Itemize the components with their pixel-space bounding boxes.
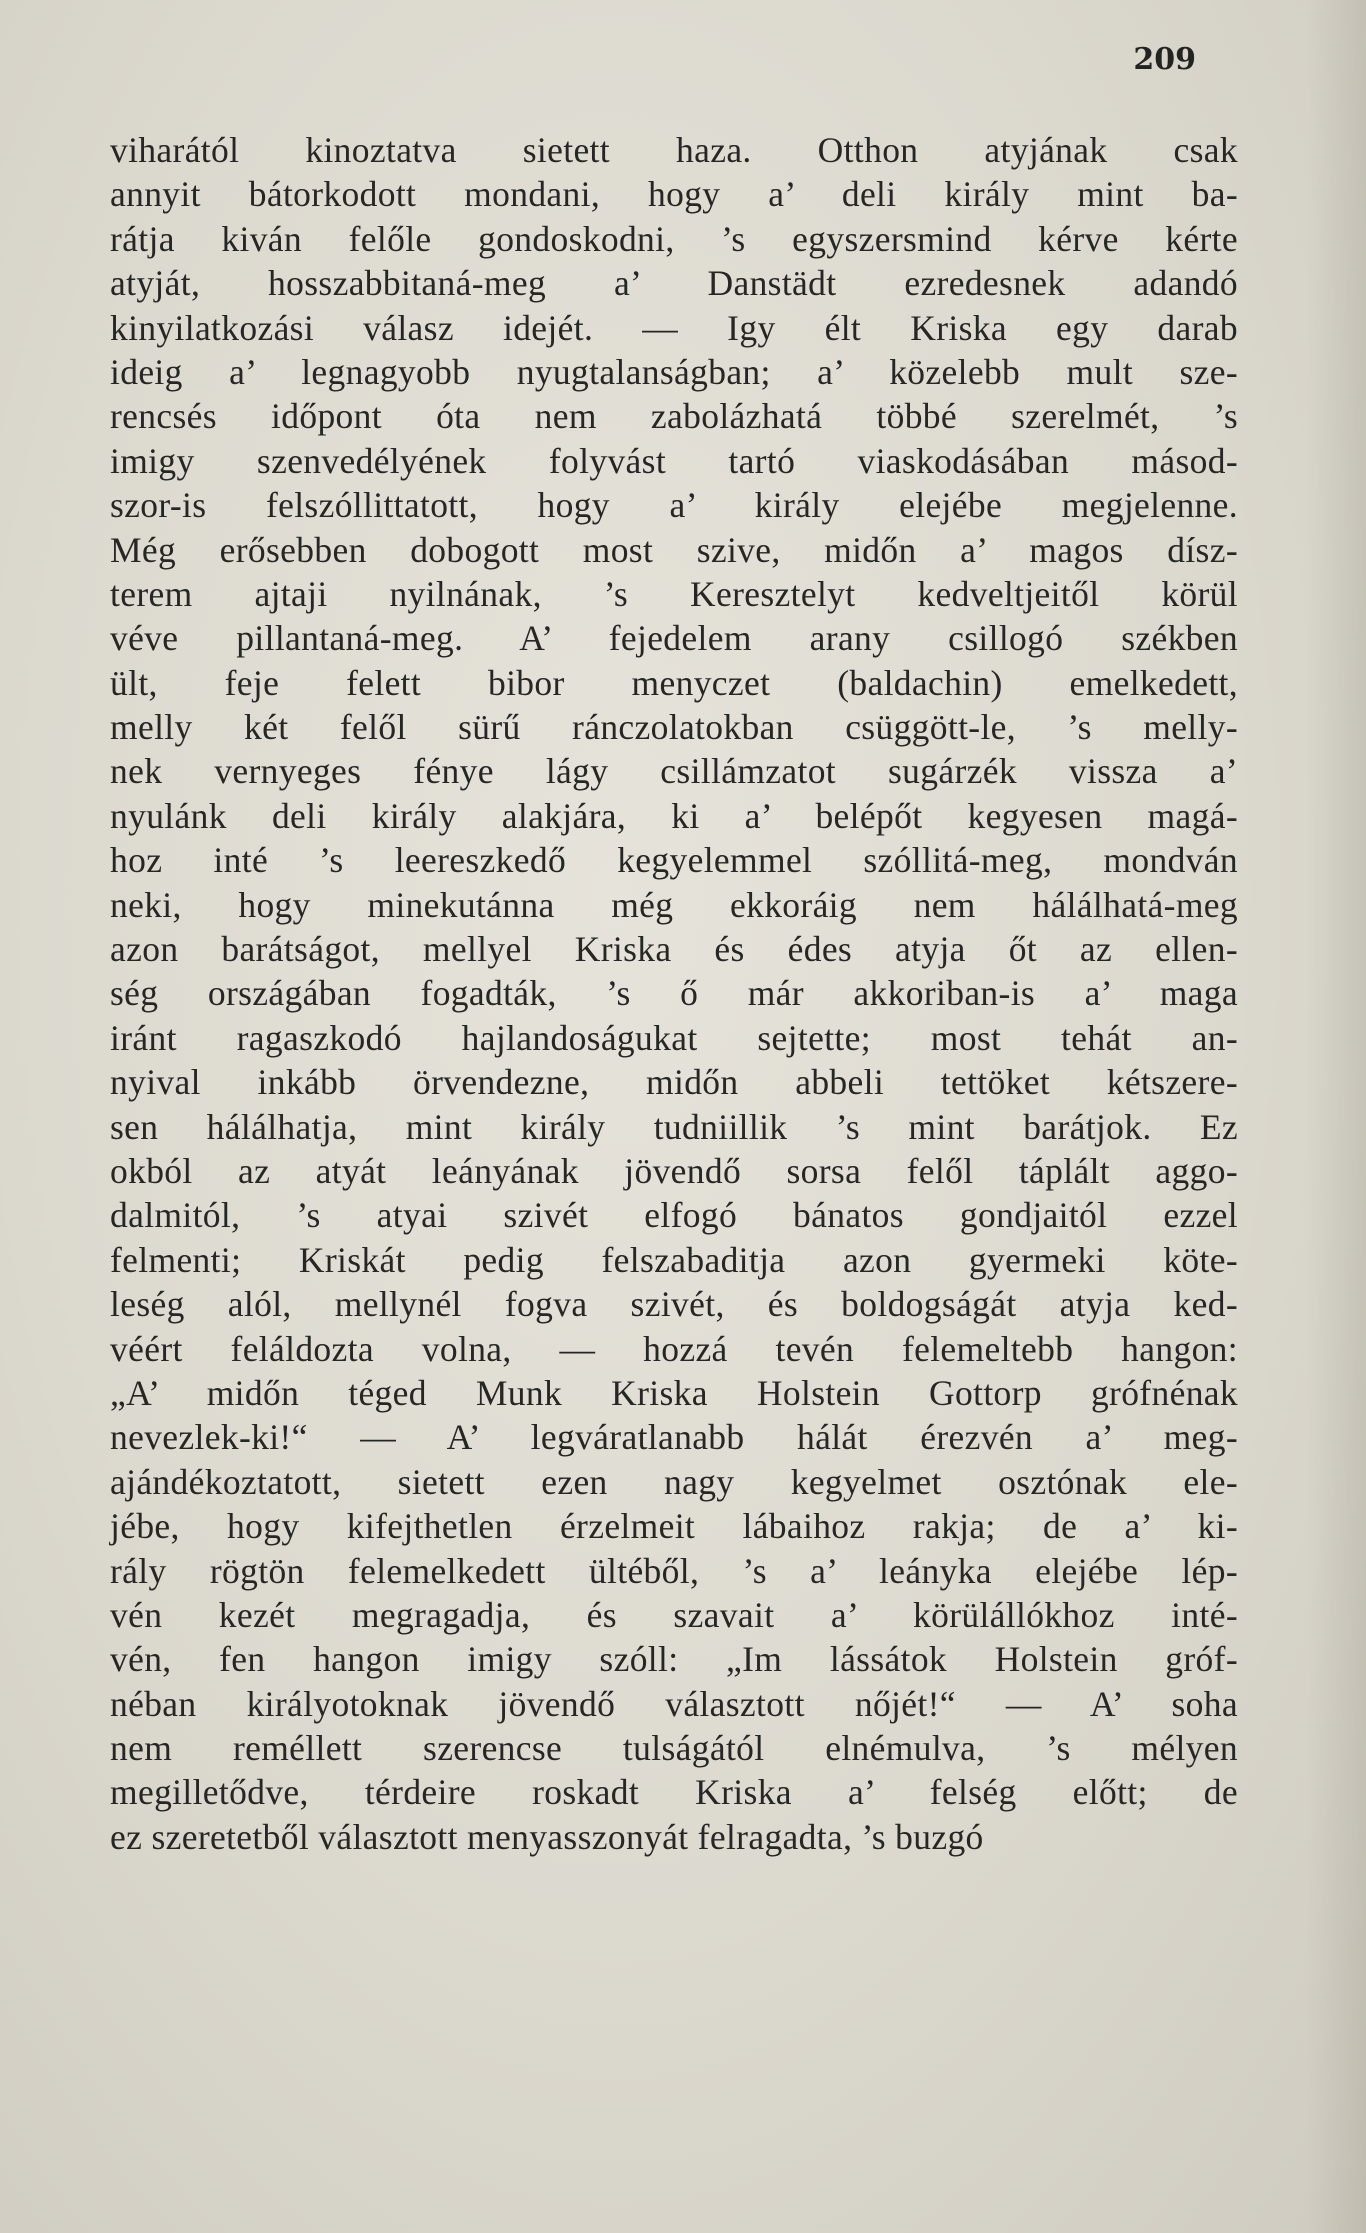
text-line: szor-is felszóllittatott, hogy a’ király elejébe megjelenne.	[110, 485, 1238, 526]
text-line: terem ajtaji nyilnának, ’s Keresztelyt kedveltjeitől körül	[110, 573, 1238, 614]
page-edge-shadow	[1306, 0, 1366, 2233]
text-line: sen hálálhatja, mint király tudniillik ’s mint barátjok. Ez	[110, 1106, 1238, 1147]
text-line: atyját, hosszabbitaná-meg a’ Danstädt ezredesnek adandó	[110, 263, 1238, 304]
text-line: néban királyotoknak jövendő választott nőjét!“ — A’ soha	[110, 1683, 1238, 1724]
text-line: jébe, hogy kifejthetlen érzelmeit lábaihoz rakja; de a’ ki-	[110, 1506, 1238, 1547]
text-line: véve pillantaná-meg. A’ fejedelem arany csillogó székben	[110, 618, 1238, 659]
text-line: nek vernyeges fénye lágy csillámzatot sugárzék vissza a’	[110, 751, 1238, 792]
text-line: véért feláldozta volna, — hozzá tevén felemeltebb hangon:	[110, 1328, 1238, 1369]
text-line: nem reméllett szerencse tulságától elnémulva, ’s mélyen	[110, 1728, 1238, 1769]
text-line: nyulánk deli király alakjára, ki a’ belépőt kegyesen magá-	[110, 795, 1238, 836]
text-line: neki, hogy minekutánna még ekkoráig nem hálálhatá-meg	[110, 884, 1238, 925]
text-line: leség alól, mellynél fogva szivét, és boldogságát atyja ked-	[110, 1284, 1238, 1325]
text-line: vén kezét megragadja, és szavait a’ körülállókhoz inté-	[110, 1594, 1238, 1635]
text-line: „A’ midőn téged Munk Kriska Holstein Gottorp grófnénak	[110, 1372, 1238, 1413]
text-line: nyival inkább örvendezne, midőn abbeli tettöket kétszere-	[110, 1062, 1238, 1103]
text-line: kinyilatkozási válasz idejét. — Igy élt Kriska egy darab	[110, 307, 1238, 348]
text-line: Még erősebben dobogott most szive, midőn a’ magos dísz-	[110, 529, 1238, 570]
text-line: hoz inté ’s leereszkedő kegyelemmel szóllitá-meg, mondván	[110, 840, 1238, 881]
page-number: 209	[1133, 42, 1196, 77]
text-line: vén, fen hangon imigy szóll: „Im lássátok Holstein gróf-	[110, 1639, 1238, 1680]
text-line: annyit bátorkodott mondani, hogy a’ deli király mint ba-	[110, 174, 1238, 215]
text-line: nevezlek-ki!“ — A’ legváratlanabb hálát érezvén a’ meg-	[110, 1417, 1238, 1458]
text-line: ideig a’ legnagyobb nyugtalanságban; a’ közelebb mult sze-	[110, 351, 1238, 392]
text-line: ült, feje felett bibor menyczet (baldachin) emelkedett,	[110, 662, 1238, 703]
text-line: felmenti; Kriskát pedig felszabaditja azon gyermeki köte-	[110, 1239, 1238, 1280]
text-line: rátja kiván felőle gondoskodni, ’s egyszersmind kérve kérte	[110, 218, 1238, 259]
text-line: rály rögtön felemelkedett ültéből, ’s a’ leányka elejébe lép-	[110, 1550, 1238, 1591]
text-line: dalmitól, ’s atyai szivét elfogó bánatos gondjaitól ezzel	[110, 1195, 1238, 1236]
text-line: ez szeretetből választott menyasszonyát felragadta, ’s buzgó	[110, 1816, 984, 1857]
text-line: ajándékoztatott, sietett ezen nagy kegyelmet osztónak ele-	[110, 1461, 1238, 1502]
text-line: rencsés időpont óta nem zabolázhatá többé szerelmét, ’s	[110, 396, 1238, 437]
text-line: azon barátságot, mellyel Kriska és édes atyja őt az ellen-	[110, 929, 1238, 970]
text-line: imigy szenvedélyének folyvást tartó viaskodásában másod-	[110, 440, 1238, 481]
text-line: viharától kinoztatva sietett haza. Otthon atyjának csak	[110, 130, 1238, 170]
text-line: iránt ragaszkodó hajlandoságukat sejtette; most tehát an-	[110, 1017, 1238, 1058]
text-line: okból az atyát leányának jövendő sorsa felől táplált aggo-	[110, 1150, 1238, 1191]
text-line: ség országában fogadták, ’s ő már akkoriban-is a’ maga	[110, 973, 1238, 1014]
text-line: megilletődve, térdeire roskadt Kriska a’ felség előtt; de	[110, 1772, 1238, 1813]
text-line: melly két felől sürű ránczolatokban csüggött-le, ’s melly-	[110, 707, 1238, 748]
body-text	[110, 128, 1238, 1859]
